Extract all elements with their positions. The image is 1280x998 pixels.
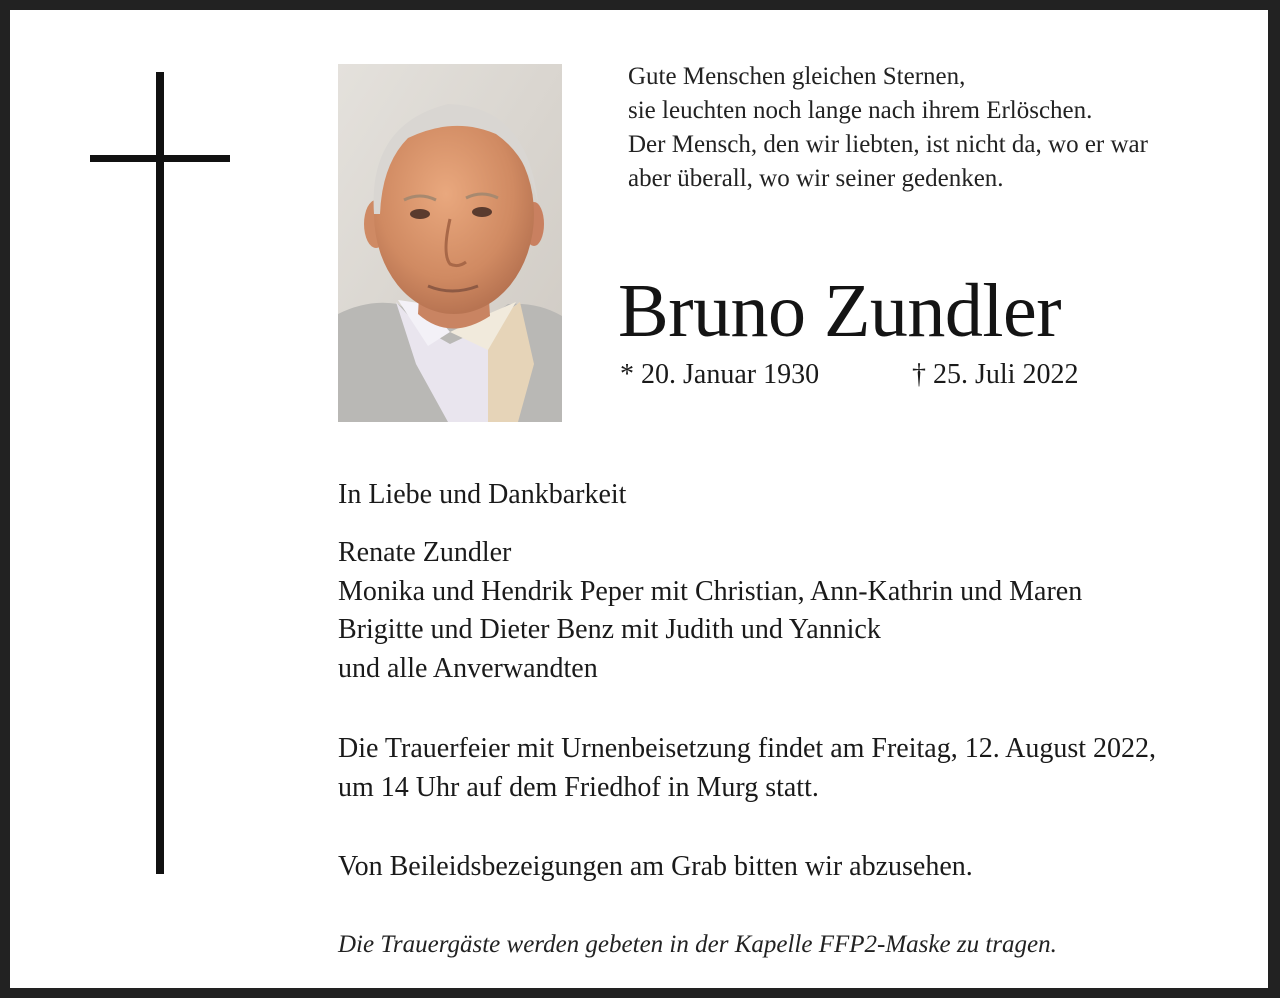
deceased-name: Bruno Zundler [618, 269, 1062, 353]
portrait-photo [338, 64, 562, 422]
mourner-line: und alle Anverwandten [338, 652, 598, 684]
mourners-intro: In Liebe und Dankbarkeit [338, 479, 627, 510]
portrait-illustration [338, 64, 562, 422]
mourner-line: Brigitte und Dieter Benz mit Judith und Yannick [338, 614, 881, 645]
mourner-line: Renate Zundler [338, 537, 512, 568]
cross-horizontal-beam [90, 155, 230, 162]
birth-date: * 20. Januar 1930 [620, 359, 820, 390]
cross-vertical-beam [156, 72, 164, 874]
memorial-poem [628, 60, 1148, 196]
obituary-card [10, 10, 1268, 988]
ceremony-info [338, 730, 1156, 807]
poem-line: aber überall, wo wir seiner gedenken. [628, 165, 1004, 192]
mask-note: Die Trauergäste werden gebeten in der Kapelle FFP2-Maske zu tragen. [338, 931, 1057, 958]
mourner-line: Monika und Hendrik Peper mit Christian, Ann-Kathrin und Maren [338, 575, 1083, 607]
mourners-list [338, 534, 1082, 688]
ceremony-line: um 14 Uhr auf dem Friedhof in Murg statt. [338, 771, 819, 803]
poem-line: Der Mensch, den wir liebten, ist nicht da, wo er war [628, 131, 1148, 158]
poem-line: sie leuchten noch lange nach ihrem Erlöschen. [628, 97, 1093, 124]
death-date: † 25. Juli 2022 [912, 359, 1079, 390]
poem-line: Gute Menschen gleichen Sternen, [628, 63, 966, 90]
condolence-notice: Von Beileidsbezeigungen am Grab bitten wir abzusehen. [338, 851, 973, 882]
ceremony-line: Die Trauerfeier mit Urnenbeisetzung findet am Freitag, 12. August 2022, [338, 733, 1157, 764]
